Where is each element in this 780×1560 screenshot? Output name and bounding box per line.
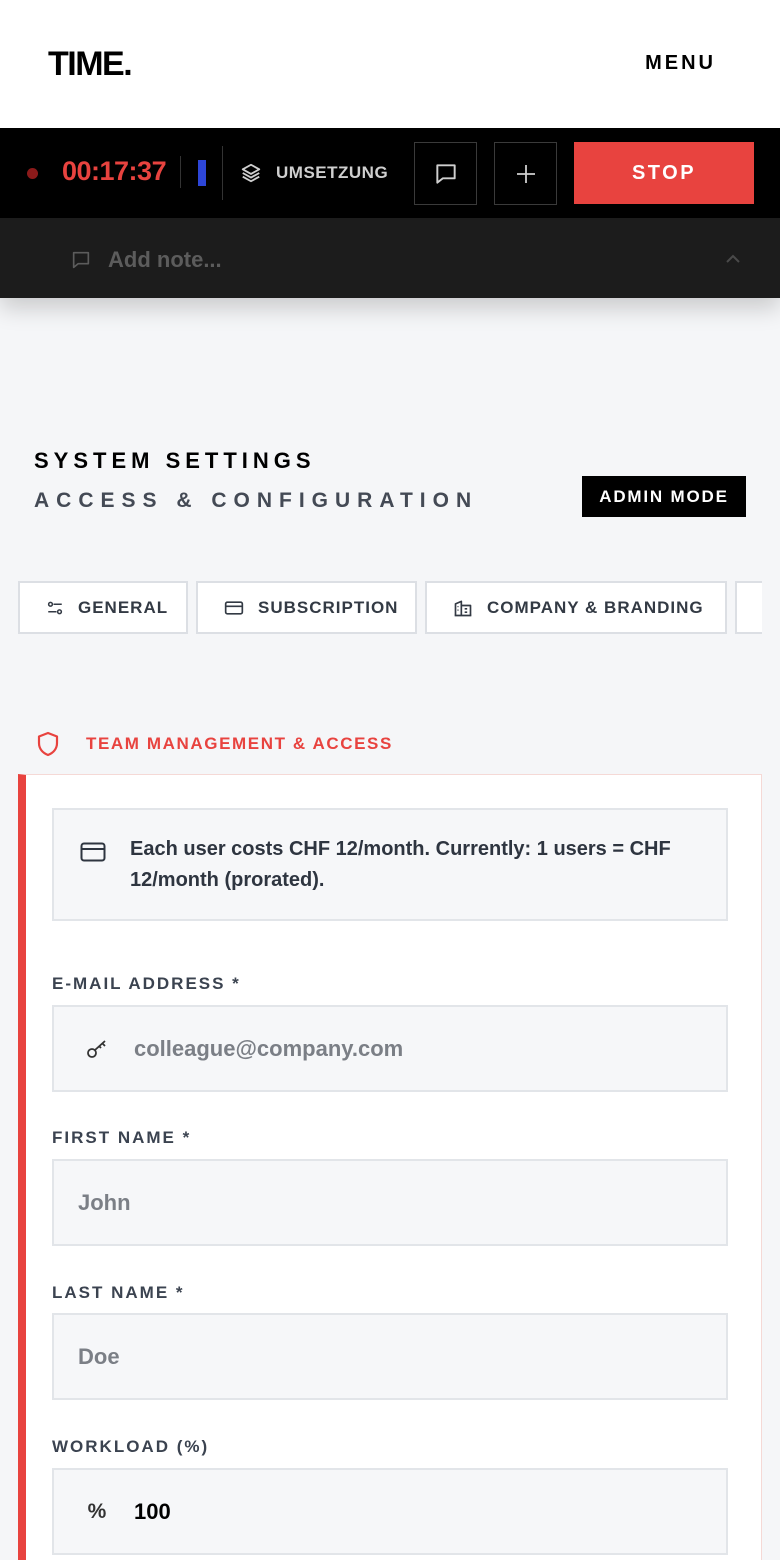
chevron-up-icon[interactable] xyxy=(724,252,742,266)
credit-card-icon xyxy=(224,600,244,616)
workload-field xyxy=(52,1468,728,1555)
credit-card-icon xyxy=(80,842,106,862)
plus-icon xyxy=(514,162,538,186)
first-name-input[interactable] xyxy=(78,1161,708,1244)
layers-icon xyxy=(240,162,262,184)
tab-label: COMPANY & BRANDING xyxy=(487,597,704,617)
percent-icon: % xyxy=(87,1500,107,1523)
tab-general[interactable] xyxy=(18,581,188,634)
app-header xyxy=(0,0,780,128)
shield-icon xyxy=(37,731,59,757)
tab-label: SUBSCRIPTION xyxy=(258,597,399,617)
elapsed-timer: 00:17:37 xyxy=(62,156,167,186)
divider xyxy=(222,146,223,200)
email-input[interactable] xyxy=(134,1007,714,1090)
note-input[interactable] xyxy=(108,244,668,276)
last-name-label: LAST NAME * xyxy=(52,1283,185,1302)
workload-label: WORKLOAD (%) xyxy=(52,1437,210,1456)
sliders-icon xyxy=(46,599,64,617)
section-title: TEAM MANAGEMENT & ACCESS xyxy=(86,734,393,753)
admin-mode-badge: ADMIN MODE xyxy=(582,476,746,517)
message-square-icon xyxy=(433,161,459,187)
divider xyxy=(180,156,181,188)
app-logo[interactable]: TIME. xyxy=(48,45,132,83)
tab-subscription[interactable] xyxy=(196,581,417,634)
email-field xyxy=(52,1005,728,1092)
last-name-field xyxy=(52,1313,728,1400)
comment-button[interactable] xyxy=(414,142,477,205)
tab-more[interactable] xyxy=(735,581,762,634)
workload-input[interactable] xyxy=(134,1470,714,1553)
page-title: SYSTEM SETTINGS xyxy=(34,448,316,473)
tab-company-branding[interactable] xyxy=(425,581,727,634)
project-label[interactable]: UMSETZUNG xyxy=(276,163,389,182)
message-square-icon xyxy=(70,249,92,271)
project-color-bar xyxy=(198,160,206,186)
recording-indicator xyxy=(27,168,38,179)
key-icon xyxy=(84,1037,110,1061)
tab-label: GENERAL xyxy=(78,597,169,617)
email-label: E-MAIL ADDRESS * xyxy=(52,974,241,993)
first-name-field xyxy=(52,1159,728,1246)
add-entry-button[interactable] xyxy=(494,142,557,205)
pricing-info-text: Each user costs CHF 12/month. Currently: 1 users = CHF 12/month (prorated). xyxy=(130,838,671,891)
first-name-label: FIRST NAME * xyxy=(52,1128,192,1147)
last-name-input[interactable] xyxy=(78,1315,708,1398)
building-icon xyxy=(453,598,473,618)
stop-button[interactable]: STOP xyxy=(574,142,754,204)
menu-button[interactable]: MENU xyxy=(645,52,716,74)
page-subtitle: ACCESS & CONFIGURATION xyxy=(34,489,479,512)
